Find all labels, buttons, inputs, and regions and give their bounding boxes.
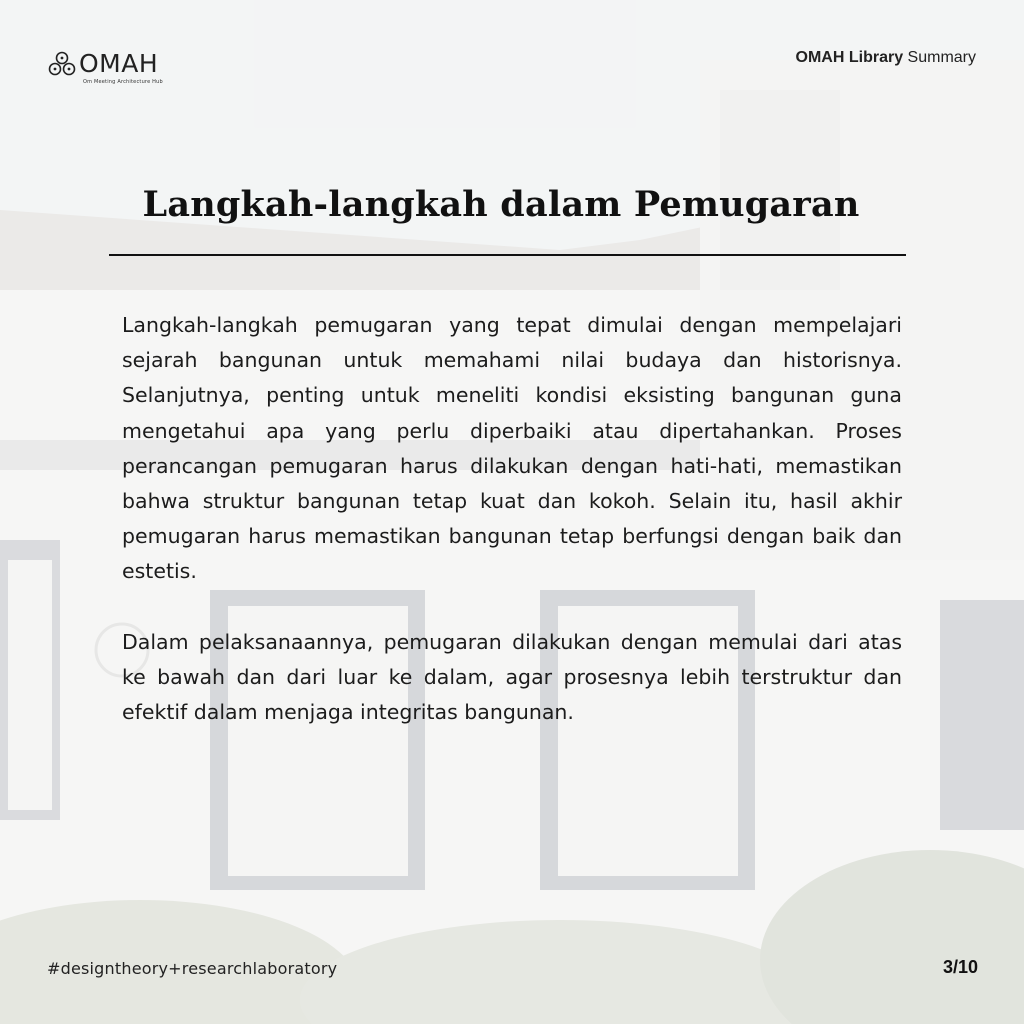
omah-logo-icon xyxy=(47,51,77,77)
logo-subtitle: Om Meeting Architecture Hub xyxy=(83,79,163,85)
paragraph-2: Dalam pelaksanaannya, pemugaran dilakukan dengan memulai dari atas ke bawah dan dari luar ke dalam, agar prosesnya lebih terstruktur dan efektif dalam menjaga integritas bangunan. xyxy=(122,629,902,725)
page-title: Langkah-langkah dalam Pemugaran xyxy=(142,184,860,225)
logo-wordmark: OMAH xyxy=(79,49,159,78)
series-label xyxy=(796,49,976,67)
title-divider xyxy=(109,254,906,256)
body-text xyxy=(122,308,902,730)
hashtag: #designtheory+researchlaboratory xyxy=(47,959,338,978)
page-number: 3/10 xyxy=(942,957,978,977)
series-label-strong: OMAH Library xyxy=(795,49,904,66)
omah-logo xyxy=(47,46,177,90)
paragraph-1: Langkah-langkah pemugaran yang tepat dimulai dengan mempelajari sejarah bangunan untuk memahami nilai budaya dan historisnya. Selanjutnya, penting untuk meneliti kondisi eksisting bangunan guna mengetahui apa yang perlu diperbaiki atau dipertahankan. Proses perancangan pemugaran harus dilakukan dengan hati-hati, memastikan bahwa struktur bangunan tetap kuat dan kokoh. Selain itu, hasil akhir pemugaran harus memastikan bangunan tetap berfungsi dengan baik dan estetis. xyxy=(122,313,902,584)
series-label-rest: Summary xyxy=(907,49,976,66)
